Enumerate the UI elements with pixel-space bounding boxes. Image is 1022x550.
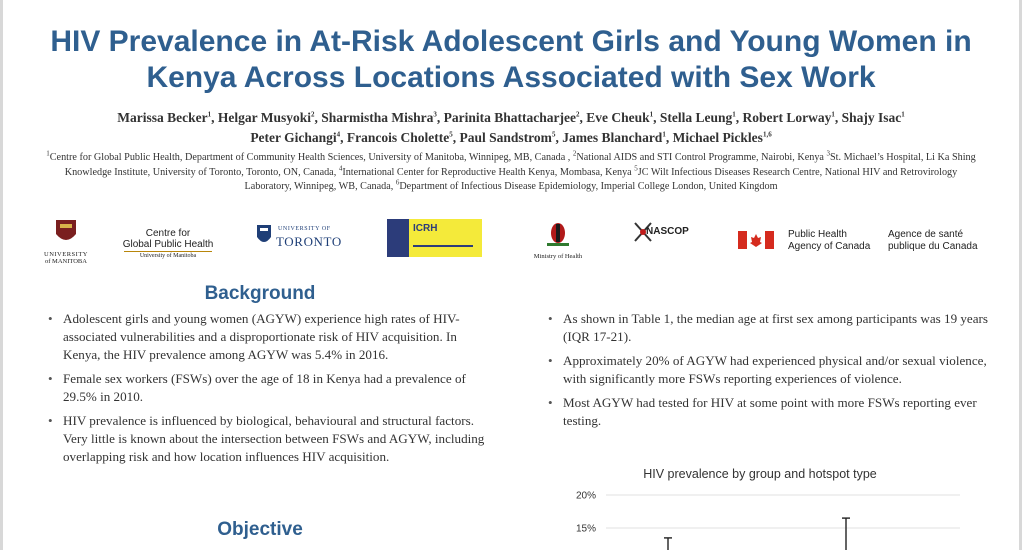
author-name: Eve Cheuk — [586, 110, 650, 125]
author-affiliation-marker: 1 — [901, 110, 905, 119]
cgph-label-1: Centre for — [145, 228, 191, 239]
author-list — [20, 108, 1002, 148]
manitoba-label-1: UNIVERSITY — [44, 251, 88, 258]
icrh-underline — [413, 245, 473, 247]
results-bullets — [546, 310, 1002, 436]
background-bullet: • HIV prevalence is influenced by biological, behavioural and structural factors. Very little is known about the intersection between FSWs and AGYW, including overlapping risk and how location influences HIV acquisition. — [46, 412, 486, 466]
author-name: Parinita Bhattacharjee — [443, 110, 576, 125]
affiliation-text: National AIDS and STI Control Programme, Nairobi, Kenya — [576, 152, 824, 163]
affiliation-text: St. Michael’s Hospital, Li Ka Shing Knowledge Institute, University of Toronto, Toronto, ON, Canada, — [64, 152, 976, 178]
author-affiliation-marker: 2 — [310, 110, 315, 119]
icrh-label: ICRH — [413, 223, 438, 234]
author-name: Stella Leung — [659, 110, 733, 125]
affiliation-marker: 1 — [46, 149, 50, 158]
affiliation-marker: 4 — [338, 164, 343, 173]
phac-fr-2: publique du Canada — [888, 241, 978, 252]
author-affiliation-marker: 1 — [649, 110, 654, 119]
results-bullet: • As shown in Table 1, the median age at first sex among participants was 19 years (IQR 17-21). — [546, 310, 1002, 346]
background-bullet: • Female sex workers (FSWs) over the age of 18 in Kenya had a prevalence of 29.5% in 2010. — [46, 370, 486, 406]
author-name: Peter Gichangi — [250, 130, 337, 145]
phac-en-2: Agency of Canada — [788, 241, 871, 252]
author-name: Michael Pickles — [672, 130, 763, 145]
moh-label: Ministry of Health — [533, 253, 583, 260]
phac-french-label — [888, 229, 978, 253]
nascop-logo — [632, 221, 702, 249]
icrh-logo — [387, 219, 482, 257]
toronto-label-small: UNIVERSITY OF — [278, 226, 331, 232]
title-line-2: Kenya Across Locations Associated with Sex Work — [146, 61, 876, 94]
university-of-toronto-logo — [256, 224, 356, 254]
cgph-logo — [118, 228, 218, 272]
chart-title: HIV prevalence by group and hotspot type — [643, 467, 877, 481]
ministry-of-health-logo — [526, 220, 590, 264]
author-name: Robert Lorway — [742, 110, 832, 125]
toronto-crest-icon — [256, 224, 272, 248]
results-bullet: • Approximately 20% of AGYW had experienced physical and/or sexual violence, with significantly more FSWs reporting experiences of violence. — [546, 352, 1002, 388]
canada-flag-icon — [738, 231, 774, 249]
author-affiliation-marker: 5 — [551, 130, 556, 139]
author-affiliation-marker: 3 — [433, 110, 437, 119]
author-name: Paul Sandstrom — [459, 130, 552, 145]
author-affiliation-marker: 5 — [449, 130, 453, 139]
university-of-manitoba-logo — [38, 218, 94, 264]
background-bullets — [46, 310, 486, 472]
chart-y-tick-label: 20% — [575, 490, 596, 502]
kenya-coat-of-arms-icon — [543, 220, 573, 248]
author-name: James Blanchard — [562, 130, 663, 145]
author-affiliation-marker: 4 — [336, 130, 341, 139]
hiv-prevalence-chart — [540, 462, 980, 550]
author-affiliation-marker: 1 — [732, 110, 736, 119]
poster-title — [0, 24, 1022, 96]
phac-en-1: Public Health — [788, 229, 847, 240]
author-line-1: Marissa Becker$^1$, Helgar Musyoki$^2$, Sharmistha Mishra$^3$, Parinita Bhattacharjee$^2$, Eve Cheuk$^1$, Stella Leung$^1$, Robert Lorway$^1$, Shajy Isac$^1$ — [117, 110, 905, 125]
affiliation-marker: 6 — [395, 178, 400, 187]
affiliation-marker: 2 — [572, 149, 577, 158]
affiliation-text: International Center for Reproductive Health Kenya, Mombasa, Kenya — [342, 166, 632, 178]
author-affiliation-marker: 1 — [662, 130, 666, 139]
manitoba-crest-icon — [38, 218, 94, 246]
icrh-blue-block — [387, 219, 409, 257]
affiliation-marker: 3 — [826, 149, 830, 158]
cgph-label-2: Global Public Health — [122, 239, 214, 250]
manitoba-label-2: of MANITOBA — [45, 258, 87, 265]
background-bullet: • Adolescent girls and young women (AGYW) experience high rates of HIV-associated vulnerabilities and a disproportionate risk of HIV acquisition. In Kenya, the HIV prevalence among AGYW was 5.4% in 2016. — [46, 310, 486, 364]
author-name: Francois Cholette — [346, 130, 450, 145]
affiliation-text: JC Wilt Infectious Diseases Research Centre, National HIV and Retrovirology Laboratory, Winnipeg, WB, Canada, — [244, 166, 958, 192]
objective-heading: Objective — [217, 519, 303, 540]
author-affiliation-marker: 1,6 — [762, 130, 772, 139]
results-bullet: • Most AGYW had tested for HIV at some point with more FSWs reporting ever testing. — [546, 394, 1002, 430]
phac-fr-1: Agence de santé — [888, 229, 964, 240]
affiliation-marker: 5 — [634, 164, 638, 173]
author-name: Helgar Musyoki — [217, 110, 311, 125]
author-name: Shajy Isac — [841, 110, 902, 125]
author-affiliation-marker: 1 — [831, 110, 835, 119]
background-heading: Background — [204, 283, 316, 304]
cgph-label-3: University of Manitoba — [139, 253, 197, 259]
cgph-divider — [124, 251, 212, 252]
affiliation-text: Centre for Global Public Health, Department of Community Health Sciences, University of Manitoba, Winnipeg, MB, Canada , — [49, 152, 571, 163]
phac-logo — [738, 229, 988, 255]
affiliation-text: Department of Infectious Disease Epidemiology, Imperial College London, United Kingdom — [399, 181, 778, 192]
nascop-label: NASCOP — [646, 226, 689, 237]
toronto-label-big: TORONTO — [276, 234, 342, 249]
chart-y-tick-label: 15% — [575, 523, 596, 535]
author-affiliation-marker: 1 — [207, 110, 212, 119]
title-line-1: HIV Prevalence in At-Risk Adolescent Girls and Young Women in — [50, 25, 972, 58]
author-affiliation-marker: 2 — [575, 110, 580, 119]
phac-english-label — [788, 229, 870, 253]
affiliations — [40, 151, 982, 195]
author-name: Marissa Becker — [117, 110, 208, 125]
author-line-2: Peter Gichangi$^4$, Francois Cholette$^5$, Paul Sandstrom$^5$, James Blanchard$^1$, Michael Pickles$^{1,6}$ — [250, 130, 772, 145]
author-name: Sharmistha Mishra — [321, 110, 434, 125]
